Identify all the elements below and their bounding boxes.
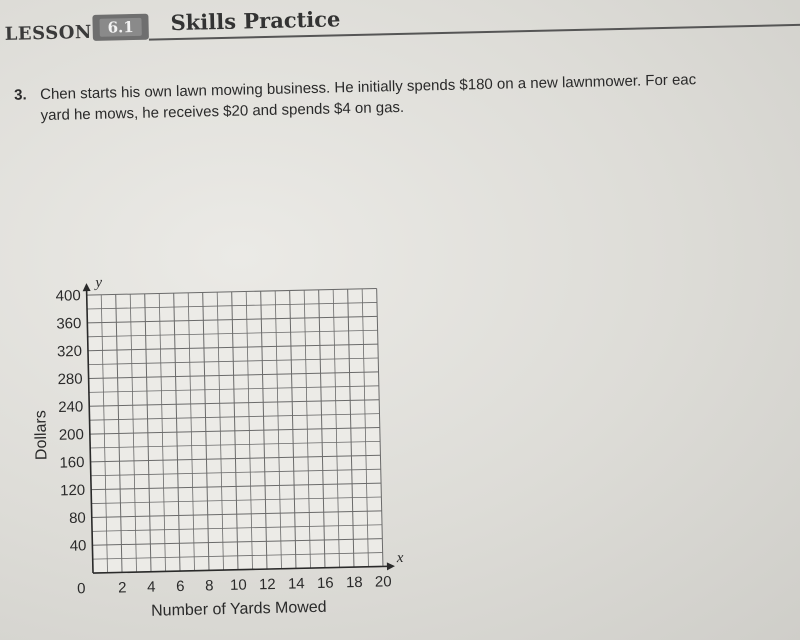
section-title: Skills Practice [170,6,341,36]
x-tick-label: 12 [258,575,276,594]
lesson-label: LESSON [4,21,93,45]
y-tick-label: 120 [59,481,86,500]
coordinate-grid-chart [26,276,414,630]
x-tick-label: 16 [316,574,334,592]
y-tick-label: 40 [69,537,87,555]
question-number: 3. [13,86,27,104]
x-tick-label: 2 [118,579,127,597]
y-tick-label: 200 [58,426,85,444]
question-text-line-1: Chen starts his own lawn mowing business. He initially spends $180 on a new lawnmower. For eac [39,71,697,104]
x-tick-label: 4 [146,578,156,596]
y-tick-label: 280 [57,370,83,389]
y-axis-title: Dollars [32,410,51,461]
question-text-line-2: yard he mows, he receives $20 and spends $4 on gas. [40,98,405,125]
y-tick-label: 240 [58,398,84,416]
y-tick-label: 320 [56,342,83,361]
y-tick-label: 80 [68,509,86,527]
chart-svg [26,276,414,625]
x-tick-label: 8 [204,577,214,595]
x-tick-label: 20 [374,573,392,591]
x-axis-arrow [387,562,395,570]
y-axis-variable: y [95,274,103,291]
x-axis-variable: x [396,549,404,567]
lesson-badge [92,14,149,41]
x-axis-title: Number of Yards Mowed [150,598,327,620]
origin-label: 0 [77,580,86,598]
y-axis-arrow [82,283,90,291]
x-tick-label: 18 [345,573,363,592]
x-tick-label: 14 [287,575,305,593]
y-tick-label: 160 [59,454,85,472]
lesson-number: 6.1 [99,18,141,37]
x-tick-label: 6 [175,577,185,596]
x-tick-label: 10 [229,576,247,594]
y-tick-label: 360 [56,315,82,333]
y-tick-label: 400 [55,287,81,305]
